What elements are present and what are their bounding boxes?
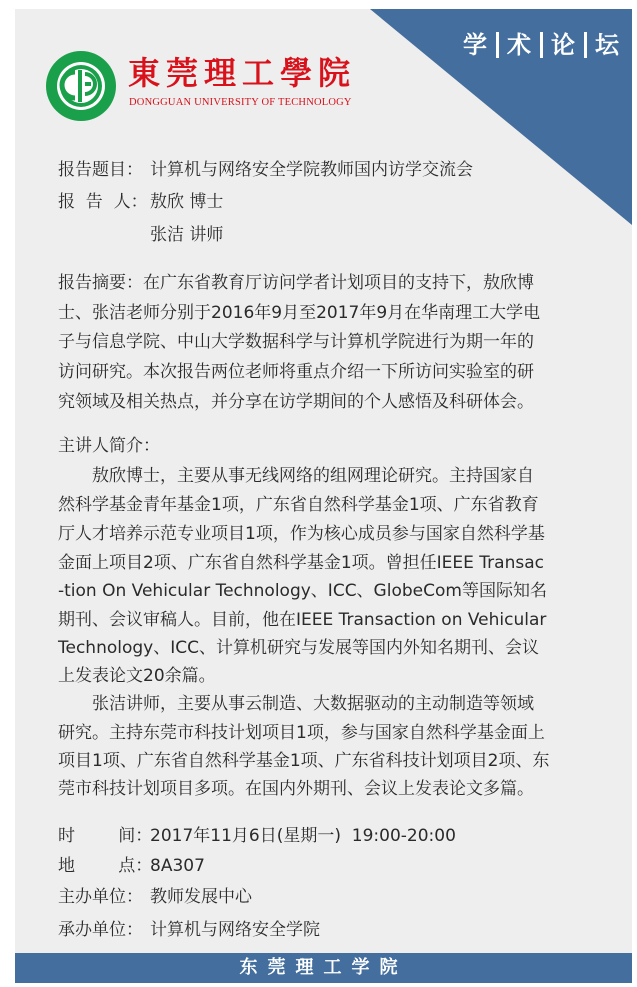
report-title-row xyxy=(58,158,473,182)
event-place: 8A307 xyxy=(150,856,205,876)
forum-char: 学 xyxy=(463,31,488,59)
event-time: 2017年11月6日(星期一) 19:00-20:00 xyxy=(150,826,456,846)
forum-char: 坛 xyxy=(595,31,620,59)
speaker-row xyxy=(58,190,223,214)
bio-line: 项目1项、广东省自然科学基金1项、广东省科技计划项目2项、东 xyxy=(58,751,550,771)
bio-line: 金面上项目2项、广东省自然科学基金1项。曾担任IEEE Transac xyxy=(58,553,544,573)
host-row xyxy=(58,885,252,909)
speaker-2: 张洁 讲师 xyxy=(150,225,224,245)
bio-line: 厅人才培养示范专业项目1项，作为核心成员参与国家自然科学基 xyxy=(58,524,545,544)
bio-line: 敖欣博士，主要从事无线网络的组网理论研究。主持国家自 xyxy=(92,466,534,486)
abstract-line: 士、张洁老师分别于2016年9月至2017年9月在华南理工大学电 xyxy=(58,303,541,323)
label: 报 告 人： xyxy=(58,192,148,212)
bio-line: 张洁讲师，主要从事云制造、大数据驱动的主动制造等领域 xyxy=(92,694,534,714)
bio-line: 然科学基金青年基金1项，广东省自然科学基金1项、广东省教育 xyxy=(58,495,539,515)
speaker-row-2 xyxy=(58,223,223,247)
footer-bar: 东莞理工学院 xyxy=(15,953,632,983)
university-name-en: DONGGUAN UNIVERSITY OF TECHNOLOGY xyxy=(129,97,352,108)
label: 承办单位： xyxy=(58,920,143,940)
bio-line: 期刊、会议审稿人。目前，他在IEEE Transaction on Vehicular xyxy=(58,610,547,630)
forum-char: 术 xyxy=(507,31,532,59)
label: 报告题目： xyxy=(58,160,143,180)
report-title: 计算机与网络安全学院教师国内访学交流会 xyxy=(150,160,473,180)
bio-line: -tion On Vehicular Technology、ICC、GlobeCom等国际知名 xyxy=(58,581,547,601)
time-row xyxy=(58,824,456,848)
label: 地 点： xyxy=(58,856,153,876)
bio-line: Technology、ICC、计算机研究与发展等国内外知名期刊、会议 xyxy=(58,638,539,658)
speaker-1: 敖欣 博士 xyxy=(150,192,224,212)
event-host: 教师发展中心 xyxy=(150,887,252,907)
forum-char: 论 xyxy=(551,31,576,59)
bio-line: 上发表论文20余篇。 xyxy=(58,666,216,686)
abstract-line: 究领域及相关热点，并分享在访学期间的个人感悟及科研体会。 xyxy=(58,392,534,412)
place-row xyxy=(58,854,205,878)
bio-line: 莞市科技计划项目多项。在国内外期刊、会议上发表论文多篇。 xyxy=(58,779,534,799)
abstract-line: 访问研究。本次报告两位老师将重点介绍一下所访问实验室的研 xyxy=(58,362,534,382)
label: 时 间： xyxy=(58,826,153,846)
bio-heading: 主讲人简介： xyxy=(58,436,160,456)
event-organizer: 计算机与网络安全学院 xyxy=(150,920,320,940)
abstract-line: 报告摘要：在广东省教育厅访问学者计划项目的支持下，敖欣博 xyxy=(58,273,534,293)
university-name-cn: 東莞理工學院 xyxy=(128,54,357,92)
label: 主办单位： xyxy=(58,887,143,907)
bio-line: 研究。主持东莞市科技计划项目1项，参与国家自然科学基金面上 xyxy=(58,723,545,743)
abstract-line: 子与信息学院、中山大学数据科学与计算机学院进行为期一年的 xyxy=(58,332,534,352)
poster-panel xyxy=(15,9,632,953)
university-logo-icon xyxy=(45,50,117,122)
organizer-row xyxy=(58,918,320,942)
academic-forum-title xyxy=(463,31,620,59)
